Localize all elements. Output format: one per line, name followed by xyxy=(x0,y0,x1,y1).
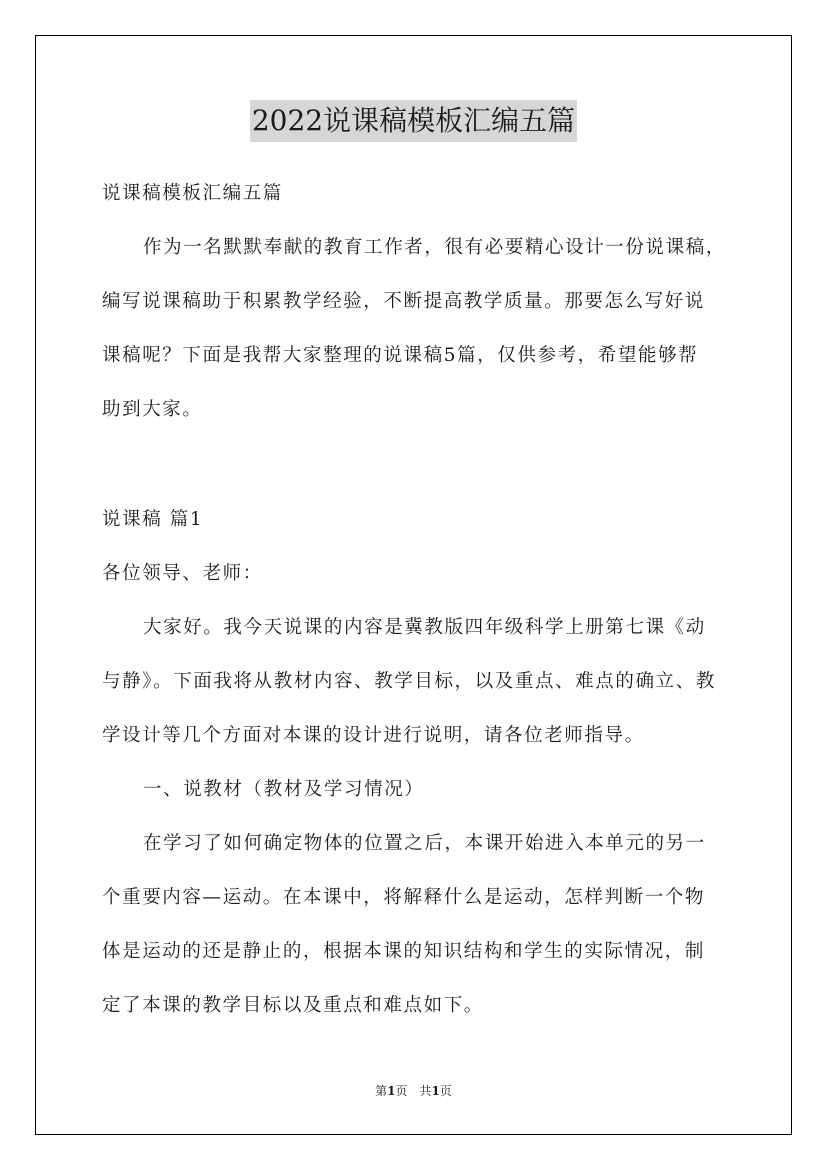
paragraph-line: 与静》。下面我将从教材内容、教学目标，以及重点、难点的确立、教 xyxy=(102,671,716,692)
intro-line: 助到大家。 xyxy=(102,399,203,420)
document-subtitle: 说课稿模板汇编五篇 xyxy=(102,183,283,204)
title-container xyxy=(0,100,827,142)
page-suffix: 页 xyxy=(439,1084,452,1098)
paragraph-line: 学设计等几个方面对本课的设计进行说明，请各位老师指导。 xyxy=(102,725,645,746)
paragraph-line: 大家好。我今天说课的内容是冀教版四年级科学上册第七课《动 xyxy=(143,617,706,638)
paragraph-line: 定了本课的教学目标以及重点和难点如下。 xyxy=(102,995,484,1016)
section-heading: 说课稿 篇1 xyxy=(102,509,204,530)
document-title: 2022说课稿模板汇编五篇 xyxy=(250,100,577,142)
greeting: 各位领导、老师： xyxy=(102,563,263,584)
intro-line: 课稿呢？下面是我帮大家整理的说课稿5篇，仅供参考，希望能够帮 xyxy=(102,345,699,366)
paragraph-line: 个重要内容—运动。在本课中，将解释什么是运动，怎样判断一个物 xyxy=(102,887,706,908)
intro-line: 作为一名默默奉献的教育工作者，很有必要精心设计一份说课稿， xyxy=(143,237,726,258)
paragraph-line: 在学习了如何确定物体的位置之后，本课开始进入本单元的另一 xyxy=(143,833,706,854)
page-prefix: 第 xyxy=(375,1084,388,1098)
subheading: 一、说教材（教材及学习情况） xyxy=(143,779,425,800)
intro-line: 编写说课稿助于积累教学经验，不断提高教学质量。那要怎么写好说 xyxy=(102,291,706,312)
page-total: 1 xyxy=(431,1084,440,1098)
paragraph-line: 体是运动的还是静止的，根据本课的知识结构和学生的实际情况，制 xyxy=(102,941,706,962)
page-current: 1 xyxy=(387,1084,396,1098)
page-mid: 页 共 xyxy=(395,1084,432,1098)
page-footer xyxy=(0,1083,827,1099)
